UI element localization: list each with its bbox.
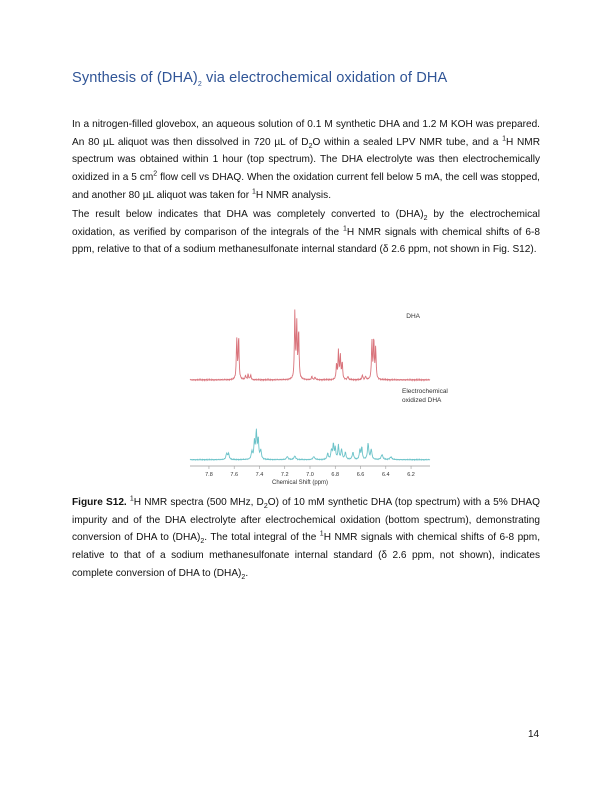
- paragraph1-segment: 1: [502, 135, 506, 143]
- x-tick-label: 6.8: [331, 472, 340, 478]
- bottom-spectrum-label-line1: Electrochemically: [402, 388, 448, 395]
- x-tick-label: 6.6: [356, 472, 365, 478]
- oxidized-dha-spectrum-line: [190, 429, 430, 461]
- paragraph1-segment: H NMR spectrum was obtained within 1 hour (top spectrum). The DHA electrolyte was then electrochemically oxidized in a 5 cm: [72, 136, 540, 184]
- caption-segment: H NMR signals with chemical shifts of 6-8 ppm, relative to that of a sodium methanesulfonate internal standard (δ 2.6 ppm, not shown), indicates complete conversion of DHA to (DHA): [72, 532, 541, 579]
- x-axis-label: Chemical Shift (ppm): [271, 480, 329, 486]
- paragraph2-segment: by the electrochemical oxidation, as verified by comparison of the integrals of the: [72, 209, 540, 238]
- caption-segment: 1: [319, 531, 324, 539]
- caption-segment: 2: [263, 503, 268, 511]
- paragraph1-segment: O within a sealed LPV NMR tube, and a: [312, 136, 503, 148]
- paragraph1-segment: 1: [251, 188, 256, 196]
- x-tick-label: 6.2: [407, 472, 415, 478]
- x-tick-label: 7.0: [306, 472, 314, 478]
- paragraph2-segment: H NMR signals with chemical shifts of 6-8 ppm, relative to that of a sodium methanesulfonate internal standard (δ 2.6 ppm, not shown in Fig. S12).: [72, 226, 541, 256]
- bottom-spectrum-label-line2: oxidized DHA: [402, 397, 442, 404]
- caption-segment: H NMR spectra (500 MHz, D: [133, 497, 264, 508]
- caption-segment: . The total integral of the: [204, 532, 320, 544]
- dha-spectrum-line: [190, 309, 430, 380]
- x-tick-label: 7.4: [255, 472, 264, 478]
- figure-caption: [72, 494, 540, 583]
- page-number: 14: [528, 729, 540, 740]
- paragraph2-segment: 2: [423, 215, 428, 223]
- x-tick-label: 7.6: [230, 472, 239, 478]
- caption-segment: Figure S12.: [72, 497, 127, 508]
- caption-segment: .: [245, 567, 249, 579]
- caption-segment: O) of 10 mM synthetic DHA (top spectrum) with a 5% DHAQ impurity and of the DHA electrolyte after electrochemical oxidation (bottom spectrum), demonstrating conversion of DHA to (DHA): [72, 497, 541, 544]
- nmr-chart: [168, 300, 448, 490]
- caption-segment: 2: [241, 573, 246, 581]
- paragraph1-segment: 2: [308, 142, 313, 150]
- heading-subscript: 2: [197, 80, 202, 88]
- heading-text-end: via electrochemical oxidation of DHA: [201, 70, 448, 86]
- paragraph1-segment: H NMR analysis.: [255, 189, 332, 201]
- caption-segment: 2: [200, 538, 205, 546]
- paragraph-2: [72, 206, 540, 259]
- paragraph1-segment: In a nitrogen-filled glovebox, an aqueous solution of 0.1 M synthetic DHA and 1.2 M KOH was prepared. An 80 µL aliquot was then dissolved in 720 µL of D: [72, 119, 540, 148]
- x-tick-label: 6.4: [381, 472, 390, 478]
- x-tick-label: 7.2: [280, 472, 289, 478]
- heading-text-start: Synthesis of (DHA): [72, 70, 198, 86]
- caption-segment: 1: [129, 495, 134, 503]
- paragraph-1: [72, 116, 540, 205]
- paragraph1-segment: 2: [153, 170, 158, 178]
- top-spectrum-label: DHA: [406, 313, 420, 320]
- paragraph2-segment: 1: [342, 225, 347, 233]
- section-heading: [72, 70, 447, 86]
- x-tick-label: 7.8: [205, 472, 213, 478]
- paragraph1-segment: flow cell vs DHAQ. When the oxidation current fell below 5 mA, the cell was stopped, and another 80 µL aliquot was taken for: [72, 172, 540, 201]
- paragraph2-segment: The result below indicates that DHA was completely converted to (DHA): [72, 209, 424, 220]
- nmr-figure: [168, 300, 448, 490]
